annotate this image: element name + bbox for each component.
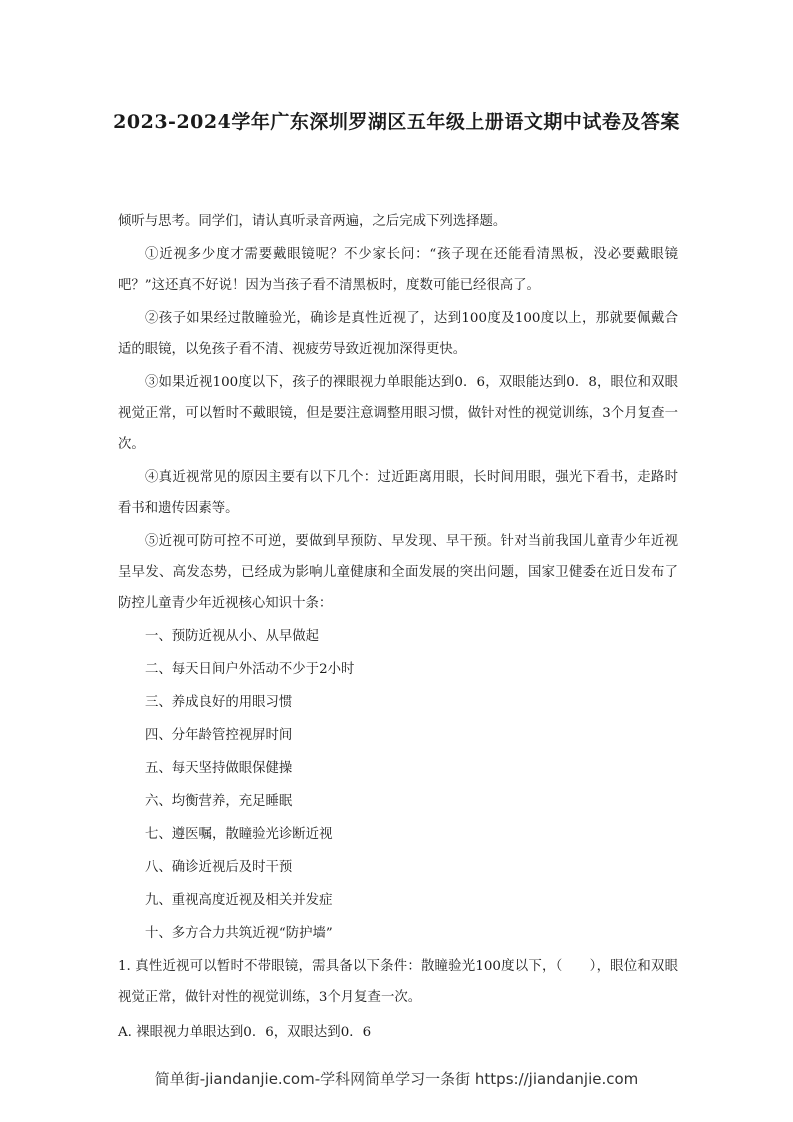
list-item: 一、预防近视从小、从早做起 (145, 629, 320, 644)
paragraph-1: ①近视多少度才需要戴眼镜呢？不少家长问：“孩子现在还能看清黑板，没必要戴眼镜吧？”这还真不好说！因为当孩子看不清黑板时，度数可能已经很高了。 (118, 247, 678, 293)
list-item: 五、每天坚持做眼保健操 (145, 761, 293, 776)
list-item: 七、遵医嘱，散瞳验光诊断近视 (145, 827, 333, 842)
list-item: 六、均衡营养，充足睡眠 (145, 794, 293, 809)
paragraph-2: ②孩子如果经过散瞳验光，确诊是真性近视了，达到100度及100度以上，那就要佩戴合适的眼镜，以免孩子看不清、视疲劳导致近视加深得更快。 (118, 311, 678, 357)
tips-list (118, 621, 678, 949)
list-item: 八、确诊近视后及时干预 (145, 860, 293, 875)
paragraph-3: ③如果近视100度以下，孩子的裸眼视力单眼能达到0．6，双眼能达到0．8，眼位和双眼视觉正常，可以暂时不戴眼镜，但是要注意调整用眼习惯，做针对性的视觉训练，3个月复查一次。 (118, 375, 678, 452)
list-item: 二、每天日间户外活动不少于2小时 (145, 662, 355, 677)
question-1: 1. 真性近视可以暂时不带眼镜，需具备以下条件：散瞳验光100度以下，（ ），眼位和双眼视觉正常，做针对性的视觉训练，3个月复查一次。 (118, 959, 678, 1005)
intro-text: 倾听与思考。同学们，请认真听录音两遍，之后完成下列选择题。 (118, 214, 507, 229)
page-title: 2023-2024学年广东深圳罗湖区五年级上册语文期中试卷及答案 (113, 111, 680, 133)
paragraph-5: ⑤近视可防可控不可逆，要做到早预防、早发现、早干预。针对当前我国儿童青少年近视呈早发、高发态势，已经成为影响儿童健康和全面发展的突出问题，国家卫健委在近日发布了防控儿童青少年近视核心知识十条： (118, 534, 678, 611)
list-item: 九、重视高度近视及相关并发症 (145, 893, 333, 908)
list-item: 十、多方合力共筑近视“防护墙” (145, 926, 333, 941)
list-item: 三、养成良好的用眼习惯 (145, 695, 293, 710)
paragraph-4: ④真近视常见的原因主要有以下几个：过近距离用眼，长时间用眼，强光下看书，走路时看书和遗传因素等。 (118, 470, 678, 516)
option-a: A. 裸眼视力单眼达到0．6，双眼达到0．6 (118, 1025, 372, 1040)
footer-watermark: 简单街-jiandanjie.com-学科网简单学习一条街 https://jiandanjie.com (154, 1070, 639, 1088)
document-body (118, 206, 678, 1048)
list-item: 四、分年龄管控视屏时间 (145, 728, 293, 743)
